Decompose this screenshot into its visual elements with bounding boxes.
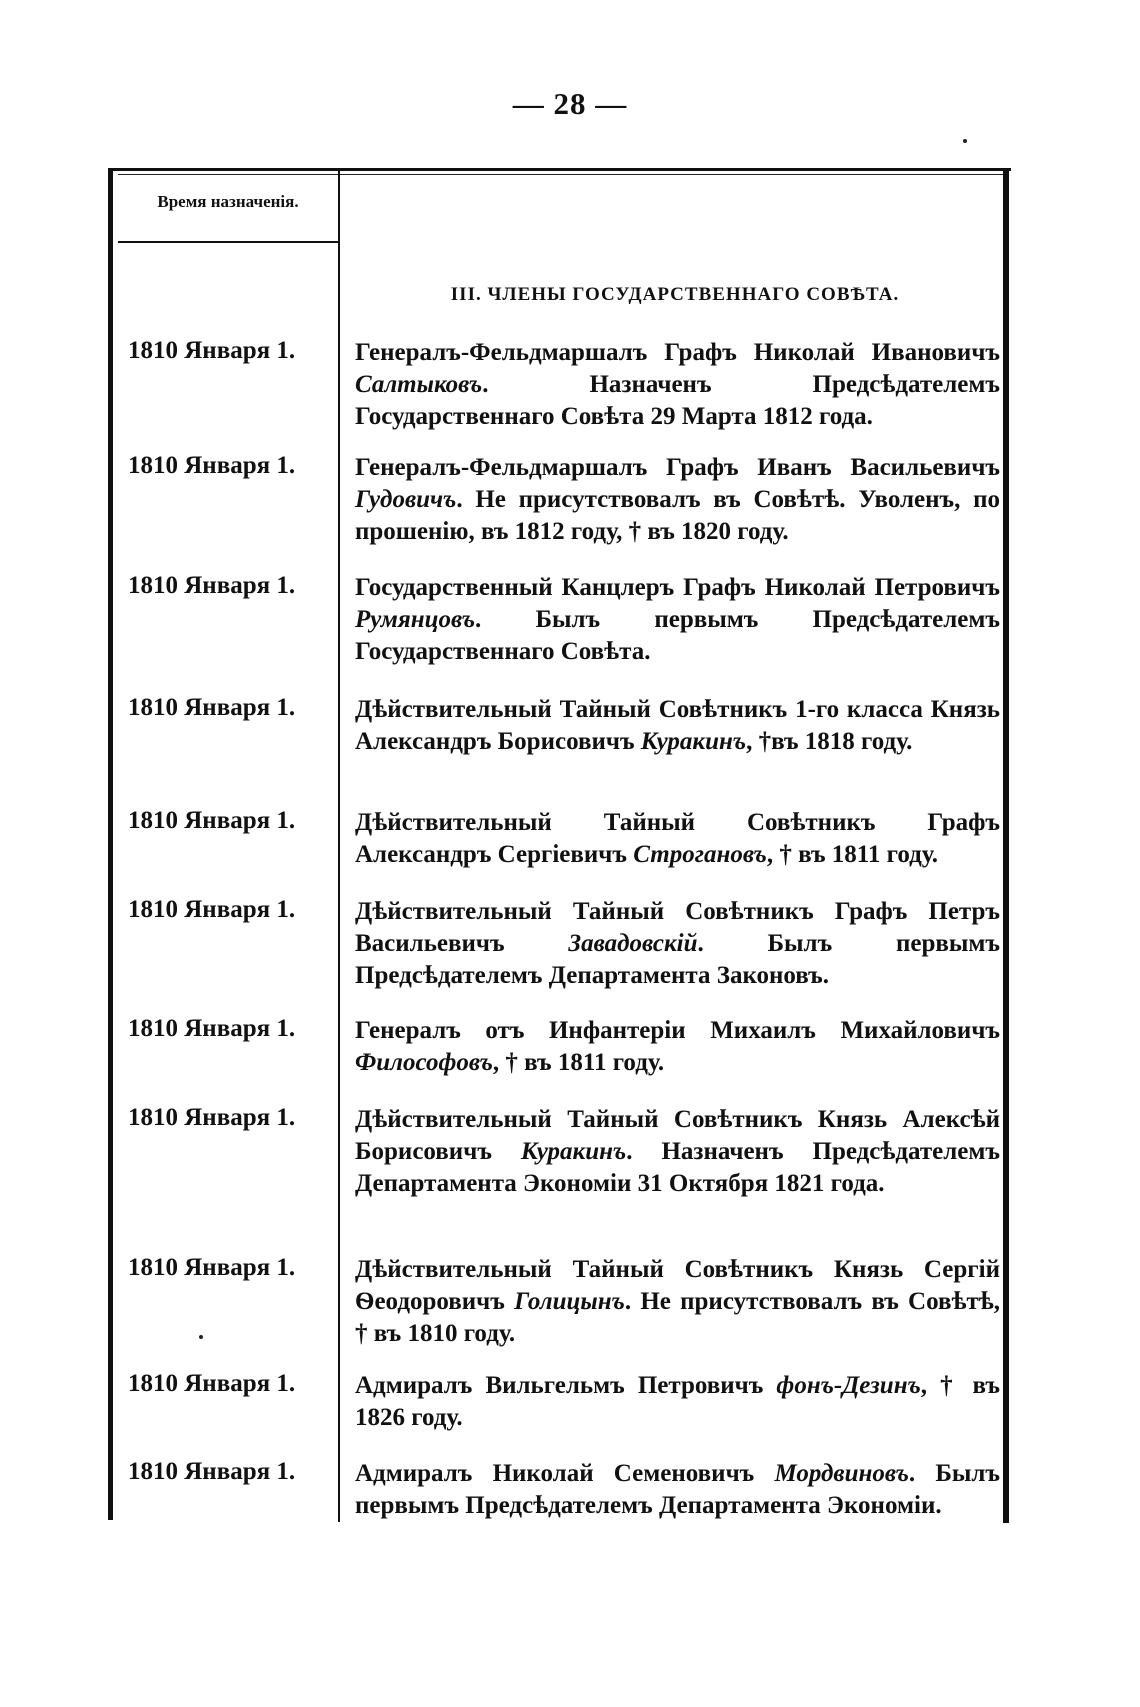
date-column-header: Время назначенія.	[157, 192, 299, 211]
table-top-inner-rule	[118, 174, 1005, 175]
member-surname: Философовъ	[355, 1049, 493, 1076]
column-divider	[338, 170, 340, 1522]
member-description: Адмиралъ Вильгельмъ Петровичъ фонъ-Дезинъ, † въ 1826 году.	[355, 1372, 1000, 1431]
member-surname: фонъ-Дезинъ	[776, 1372, 921, 1399]
member-surname: Румянцовъ	[355, 606, 476, 633]
appointment-date: 1810 Января 1.	[128, 1104, 296, 1131]
member-description: Генералъ отъ Инфантеріи Михаилъ Михайловичъ Философовъ, † въ 1811 году.	[355, 1017, 1000, 1076]
member-description: Генералъ-Фельдмаршалъ Графъ Иванъ Васильевичъ Гудовичъ. Не присутствовалъ въ Совѣтѣ. Уволенъ, по прошенію, въ 1812 году, † въ 1820 году.	[355, 454, 1000, 545]
appointment-date: 1810 Января 1.	[128, 896, 296, 923]
member-surname: Куракинъ	[520, 1138, 627, 1165]
member-description: Генералъ-Фельдмаршалъ Графъ Николай Ивановичъ Салтыковъ. Назначенъ Предсѣдателемъ Государственнаго Совѣта 29 Марта 1812 года.	[355, 339, 1000, 430]
appointment-date: 1810 Января 1.	[128, 1254, 296, 1281]
ink-speck	[199, 1335, 203, 1339]
appointment-date: 1810 Января 1.	[128, 452, 296, 479]
member-surname: Салтыковъ	[355, 371, 483, 398]
appointment-date: 1810 Января 1.	[128, 337, 296, 364]
table-right-rule	[1003, 168, 1009, 1523]
table-top-rule	[108, 168, 1011, 171]
header-rule	[118, 241, 338, 243]
appointment-date: 1810 Января 1.	[128, 572, 296, 599]
appointment-date: 1810 Января 1.	[128, 1015, 296, 1042]
table-left-rule	[108, 168, 113, 1520]
page-number: — 28 —	[512, 86, 628, 121]
member-surname: Строгановъ	[633, 841, 767, 868]
appointment-date: 1810 Января 1.	[128, 1458, 296, 1485]
appointment-date: 1810 Января 1.	[128, 807, 296, 834]
member-surname: Мордвиновъ	[774, 1460, 909, 1487]
member-description: Адмиралъ Николай Семеновичъ Мордвиновъ. Былъ первымъ Предсѣдателемъ Департамента Экономіи.	[355, 1460, 1000, 1519]
appointment-date: 1810 Января 1.	[128, 1370, 296, 1397]
member-surname: Завадовскій	[568, 930, 698, 957]
member-description: Дѣйствительный Тайный Совѣтникъ Князь Сергій Ѳеодоровичъ Голицынъ. Не присутствовалъ въ Совѣтѣ, † въ 1810 году.	[355, 1256, 1000, 1347]
section-title: III. ЧЛЕНЫ ГОСУДАРСТВЕННАГО СОВѢТА.	[450, 284, 900, 305]
member-surname: Куракинъ	[640, 728, 747, 755]
ink-speck	[963, 139, 967, 143]
member-description: Дѣйствительный Тайный Совѣтникъ Графъ Александръ Сергіевичъ Строгановъ, † въ 1811 году.	[355, 809, 1000, 868]
member-description: Дѣйствительный Тайный Совѣтникъ 1-го класса Князь Александръ Борисовичъ Куракинъ, †въ 1818 году.	[355, 696, 1000, 755]
member-surname: Гудовичъ	[355, 486, 457, 513]
member-description: Дѣйствительный Тайный Совѣтникъ Графъ Петръ Васильевичъ Завадовскій. Былъ первымъ Предсѣдателемъ Департамента Законовъ.	[355, 898, 1000, 989]
member-surname: Голицынъ	[514, 1288, 625, 1315]
appointment-date: 1810 Января 1.	[128, 694, 296, 721]
member-description: Государственный Канцлеръ Графъ Николай Петровичъ Румянцовъ. Былъ первымъ Предсѣдателемъ Государственнаго Совѣта.	[355, 574, 1000, 665]
member-description: Дѣйствительный Тайный Совѣтникъ Князь Алексѣй Борисовичъ Куракинъ. Назначенъ Предсѣдателемъ Департамента Экономіи 31 Октября 1821 года.	[355, 1106, 1000, 1197]
